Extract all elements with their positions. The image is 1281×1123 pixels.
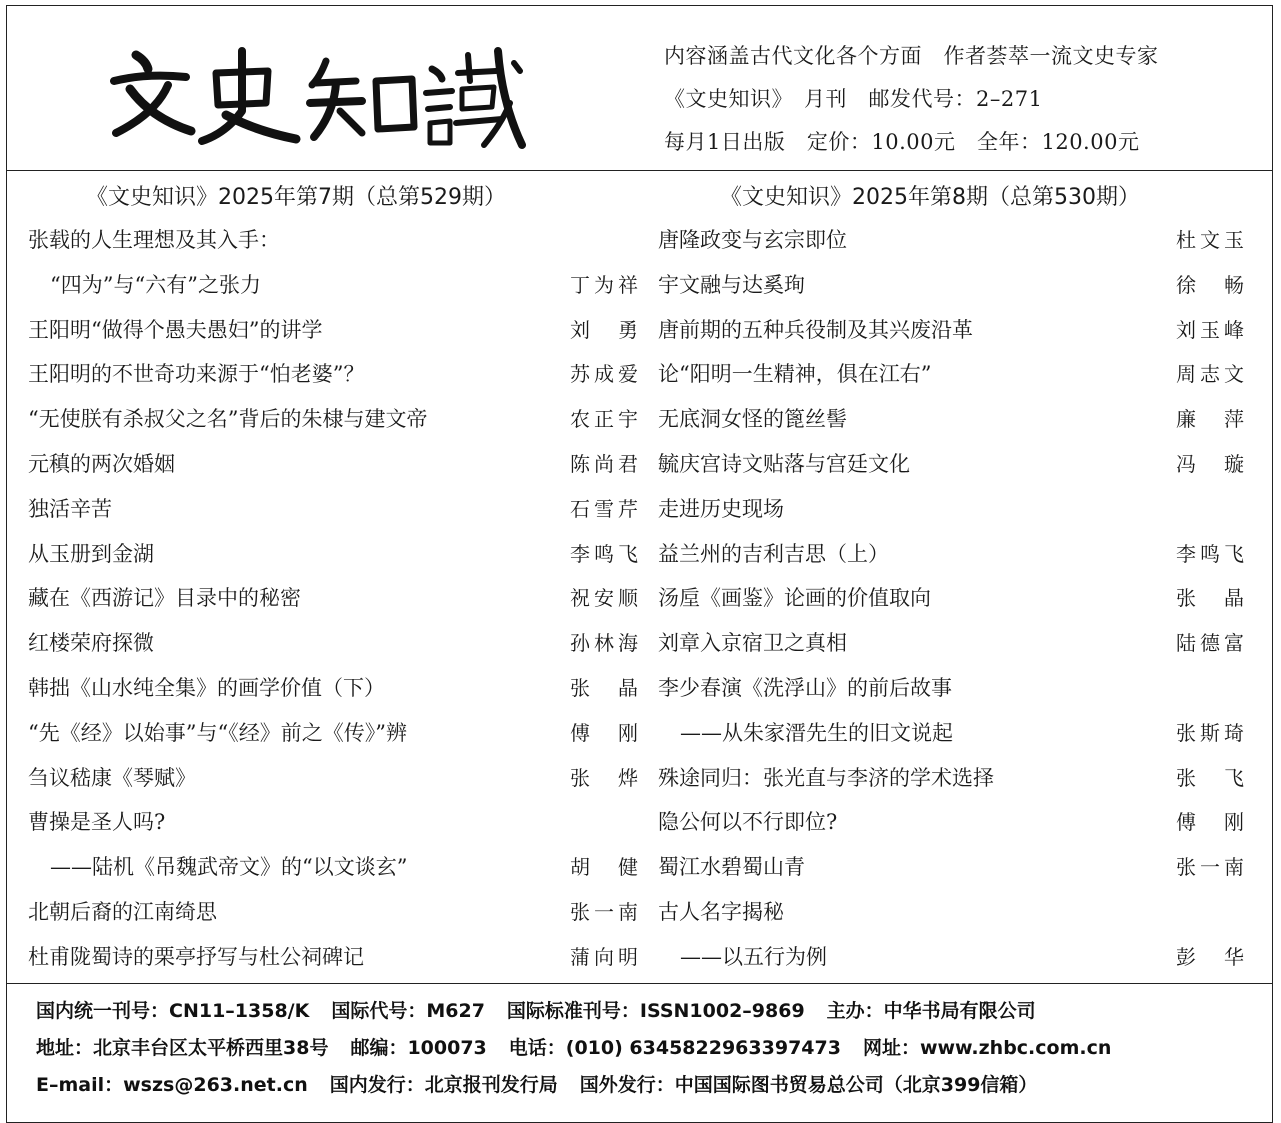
footer-info [36, 993, 1133, 1104]
article-title: 无底洞女怪的篦丝髻 [658, 407, 847, 432]
article-title: 王阳明的不世奇功来源于“怕老婆”？ [28, 362, 365, 387]
article-author: 祝安顺 [570, 586, 638, 611]
masthead-divider [6, 170, 1273, 171]
footer-field: 邮编：100073 [350, 1037, 487, 1059]
article-author: 苏成爱 [570, 362, 638, 387]
footer-field: 主办：中华书局有限公司 [826, 1000, 1036, 1022]
article-author: 彭 华 [1176, 944, 1244, 969]
article-title: 唐前期的五种兵役制及其兴废沿革 [658, 317, 973, 342]
article-title: “四为”与“六有”之张力 [50, 272, 261, 297]
footer-row [36, 1067, 1133, 1104]
article-author: 徐 畅 [1176, 272, 1244, 297]
toc-entry [658, 711, 1244, 756]
toc-entry [28, 576, 638, 621]
toc-entry [28, 218, 638, 263]
article-title: ——从朱家溍先生的旧文说起 [680, 720, 953, 745]
article-title: 殊途同归：张光直与李济的学术选择 [658, 765, 994, 790]
article-title: ——陆机《吊魏武帝文》的“以文谈玄” [50, 855, 408, 880]
article-title: 红楼荣府探微 [28, 631, 154, 656]
article-author: 刘玉峰 [1176, 317, 1244, 342]
footer-field: 国际标准刊号：ISSN1002–9869 [506, 1000, 805, 1022]
calligraphy-logo [106, 33, 526, 158]
article-title: 北朝后裔的江南绮思 [28, 899, 217, 924]
toc-entry [658, 487, 1244, 532]
article-author: 李鸣飞 [570, 541, 638, 566]
article-author: 张斯琦 [1176, 720, 1244, 745]
toc-entry [658, 442, 1244, 487]
toc-entry [658, 666, 1244, 711]
article-title: ——以五行为例 [680, 944, 827, 969]
article-title: 宇文融与达奚珣 [658, 272, 805, 297]
article-author: 廉 萍 [1176, 407, 1244, 432]
toc-entry [658, 397, 1244, 442]
article-author: 张 烨 [570, 765, 638, 790]
footer-field: 国内统一刊号：CN11–1358/K [36, 1000, 310, 1022]
toc-entry [28, 666, 638, 711]
toc-entry [658, 352, 1244, 397]
article-title: 汤垕《画鉴》论画的价值取向 [658, 586, 931, 611]
article-title: “无使朕有杀叔父之名”背后的朱棣与建文帝 [28, 407, 428, 432]
article-author: 张一南 [570, 899, 638, 924]
toc-entry [658, 308, 1244, 353]
article-author: 傅 刚 [1176, 810, 1244, 835]
toc-entry [658, 218, 1244, 263]
toc-entry [28, 890, 638, 935]
article-title: 毓庆宫诗文贴落与宫廷文化 [658, 451, 910, 476]
toc-entries [28, 218, 638, 980]
article-author: 张 晶 [570, 675, 638, 700]
article-title: 蜀江水碧蜀山青 [658, 855, 805, 880]
article-author: 孙林海 [570, 631, 638, 656]
article-author: 周志文 [1176, 362, 1244, 387]
article-title: 曹操是圣人吗? [28, 810, 166, 835]
toc-entry [28, 487, 638, 532]
footer-field: 国际代号：M627 [331, 1000, 485, 1022]
article-author: 杜文玉 [1176, 228, 1244, 252]
footer-field: 国内发行：北京报刊发行局 [329, 1074, 558, 1096]
footer-row [36, 1030, 1133, 1067]
article-author: 陈尚君 [570, 451, 638, 476]
toc-entry [28, 352, 638, 397]
article-author: 陆德富 [1176, 631, 1244, 656]
article-title: 刘章入京宿卫之真相 [658, 631, 847, 656]
info-line-2: 《文史知识》 月刊 邮发代号：2–271 [664, 87, 1043, 111]
article-author: 丁为祥 [570, 272, 638, 297]
toc-entry [658, 845, 1244, 890]
article-author: 蒲向明 [570, 944, 638, 969]
publication-info [664, 35, 1159, 164]
footer-divider [6, 983, 1273, 984]
footer-row [36, 993, 1133, 1030]
article-title: 元稹的两次婚姻 [28, 451, 175, 476]
article-title: 李少春演《洗浮山》的前后故事 [658, 675, 952, 700]
toc-entry [658, 621, 1244, 666]
info-line-1: 内容涵盖古代文化各个方面 作者荟萃一流文史专家 [664, 44, 1159, 68]
article-author: 傅 刚 [570, 720, 638, 745]
article-title: 古人名字揭秘 [658, 899, 784, 924]
toc-issue-8 [658, 178, 1244, 980]
toc-entry [28, 935, 638, 980]
article-title: 从玉册到金湖 [28, 541, 154, 566]
toc-issue-7 [28, 178, 638, 980]
article-title: 隐公何以不行即位? [658, 810, 838, 835]
toc-entry [28, 532, 638, 577]
article-title: 刍议嵇康《琴赋》 [28, 765, 196, 790]
article-title: 藏在《西游记》目录中的秘密 [28, 586, 301, 611]
article-title: 张载的人生理想及其入手： [28, 228, 280, 252]
toc-entry [28, 621, 638, 666]
article-title: 益兰州的吉利吉思（上） [658, 541, 889, 566]
toc-entry [658, 890, 1244, 935]
toc-entry [658, 532, 1244, 577]
article-title: 走进历史现场 [658, 496, 784, 521]
toc-entry [658, 800, 1244, 845]
toc-entry [658, 263, 1244, 308]
footer-field: E–mail：wszs@263.net.cn [36, 1074, 308, 1096]
article-title: 唐隆政变与玄宗即位 [658, 228, 847, 252]
article-title: 独活辛苦 [28, 496, 112, 521]
toc-entries [658, 218, 1244, 980]
footer-field: 国外发行：中国国际图书贸易总公司（北京399信箱） [579, 1074, 1038, 1096]
toc-entry [28, 711, 638, 756]
article-title: 杜甫陇蜀诗的栗亭抒写与杜公祠碑记 [28, 944, 364, 969]
article-title: 韩拙《山水纯全集》的画学价值（下） [28, 675, 385, 700]
article-author: 刘 勇 [570, 317, 638, 342]
masthead [6, 5, 1273, 170]
footer-field: 网址：www.zhbc.com.cn [862, 1037, 1112, 1059]
article-author: 李鸣飞 [1176, 541, 1244, 566]
toc-entry [28, 800, 638, 845]
toc-entry [658, 756, 1244, 801]
toc-title: 《文史知识》2025年第7期（总第529期） [86, 185, 506, 210]
toc-entry [28, 263, 638, 308]
article-author: 张 飞 [1176, 765, 1244, 790]
toc-entry [28, 845, 638, 890]
article-title: 论“阳明一生精神，俱在江右” [658, 362, 932, 387]
article-title: “先《经》以始事”与“《经》前之《传》”辨 [28, 720, 407, 745]
article-author: 张 晶 [1176, 586, 1244, 611]
article-author: 石雪芹 [570, 496, 638, 521]
toc-entry [28, 397, 638, 442]
article-author: 张一南 [1176, 855, 1244, 880]
article-author: 农正宇 [570, 407, 638, 432]
toc-entry [658, 576, 1244, 621]
article-author: 冯 璇 [1176, 451, 1244, 476]
article-author: 胡 健 [570, 855, 638, 880]
toc-entry [28, 442, 638, 487]
toc-entry [28, 308, 638, 353]
info-line-3: 每月1日出版 定价：10.00元 全年：120.00元 [664, 130, 1140, 154]
toc-title: 《文史知识》2025年第8期（总第530期） [720, 185, 1140, 210]
toc-entry [658, 935, 1244, 980]
toc-entry [28, 756, 638, 801]
footer-field: 电话：(010) 6345822963397473 [508, 1037, 841, 1059]
footer-field: 地址：北京丰台区太平桥西里38号 [36, 1037, 329, 1059]
article-title: 王阳明“做得个愚夫愚妇”的讲学 [28, 317, 323, 342]
